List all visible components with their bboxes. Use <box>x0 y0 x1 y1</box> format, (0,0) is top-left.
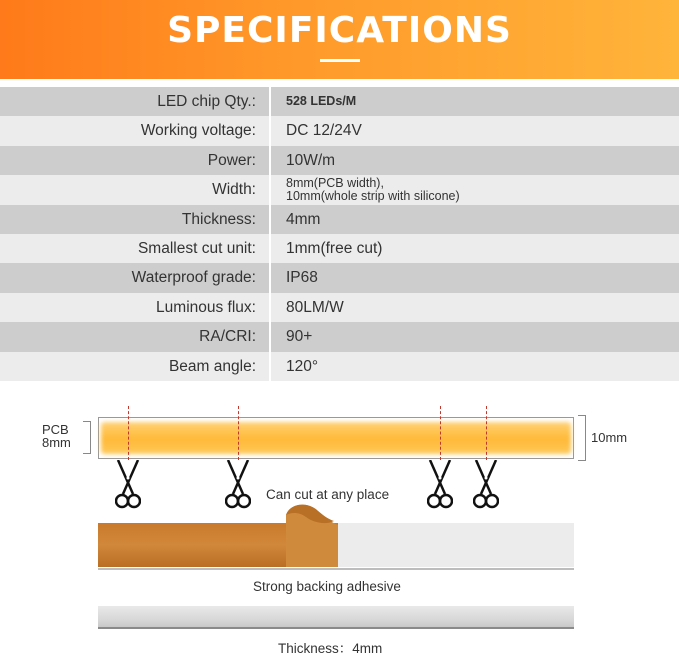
width-label: 10mm <box>591 430 628 445</box>
peeled-tape-icon <box>284 503 342 567</box>
spec-value: 90+ <box>286 328 313 346</box>
divider <box>269 352 271 381</box>
spec-value: DC 12/24V <box>286 122 362 140</box>
cut-line <box>238 406 239 460</box>
spec-label: Waterproof grade: <box>131 269 256 287</box>
cut-line <box>486 406 487 460</box>
scissors-icon <box>225 460 251 512</box>
spec-value-line: 10mm(whole strip with silicone) <box>286 189 460 204</box>
spec-label: Smallest cut unit: <box>137 239 256 257</box>
spec-value: IP68 <box>286 269 318 287</box>
spec-row-voltage <box>0 116 679 145</box>
spec-value: 10W/m <box>286 151 336 169</box>
spec-row-flux <box>0 293 679 322</box>
divider <box>269 263 271 292</box>
spec-value: 120° <box>286 357 319 375</box>
scissors-icon <box>427 460 453 512</box>
cut-line <box>128 406 129 460</box>
spec-row-width <box>0 175 679 204</box>
title-underline <box>320 59 360 62</box>
header-banner <box>0 0 679 79</box>
spec-row-thickness <box>0 205 679 234</box>
scissors-icon <box>473 460 499 512</box>
cut-line <box>440 406 441 460</box>
led-strip-glow <box>101 422 571 454</box>
width-dimension-bracket <box>578 415 586 461</box>
spec-row-beam <box>0 352 679 381</box>
spec-row-waterproof <box>0 263 679 292</box>
thickness-strip <box>98 606 574 627</box>
spec-label: LED chip Qty.: <box>157 93 256 110</box>
adhesive-caption: Strong backing adhesive <box>253 579 401 594</box>
divider <box>269 322 271 351</box>
spec-label: Thickness: <box>181 210 256 228</box>
spec-label: Luminous flux: <box>156 298 256 316</box>
spec-label: RA/CRI: <box>199 328 256 346</box>
pcb-width-label <box>42 423 71 449</box>
spec-value: 4mm <box>286 210 321 228</box>
thickness-base-line <box>98 627 574 629</box>
divider <box>269 146 271 175</box>
divider <box>269 234 271 263</box>
spec-label: Power: <box>207 151 256 169</box>
spec-row-power <box>0 146 679 175</box>
spec-value: 528 LEDs/M <box>286 94 357 108</box>
spec-row-cut-unit <box>0 234 679 263</box>
cut-caption: Can cut at any place <box>266 487 390 502</box>
spec-value: 1mm(free cut) <box>286 239 383 257</box>
spec-table <box>0 87 679 381</box>
spec-label: Working voltage: <box>140 122 256 140</box>
divider <box>269 205 271 234</box>
spec-value: 80LM/W <box>286 298 344 316</box>
thickness-caption: Thickness：4mm <box>278 641 383 653</box>
pcb-label-line: PCB <box>42 422 69 437</box>
divider <box>269 116 271 145</box>
divider <box>269 293 271 322</box>
scissors-icon <box>115 460 141 512</box>
divider <box>269 87 271 116</box>
pcb-label-line: 8mm <box>42 435 71 450</box>
divider <box>269 175 271 204</box>
spec-label: Width: <box>212 181 256 199</box>
pcb-dimension-bracket <box>83 421 91 454</box>
adhesive-base-line <box>98 568 574 570</box>
spec-row-cri <box>0 322 679 351</box>
strip-diagram <box>0 390 679 653</box>
spec-value-line: 8mm(PCB width), <box>286 176 384 191</box>
spec-value <box>286 175 460 204</box>
spec-label: Beam angle: <box>168 357 256 375</box>
spec-row-led-qty <box>0 87 679 116</box>
page-title: SPECIFICATIONS <box>167 10 512 51</box>
